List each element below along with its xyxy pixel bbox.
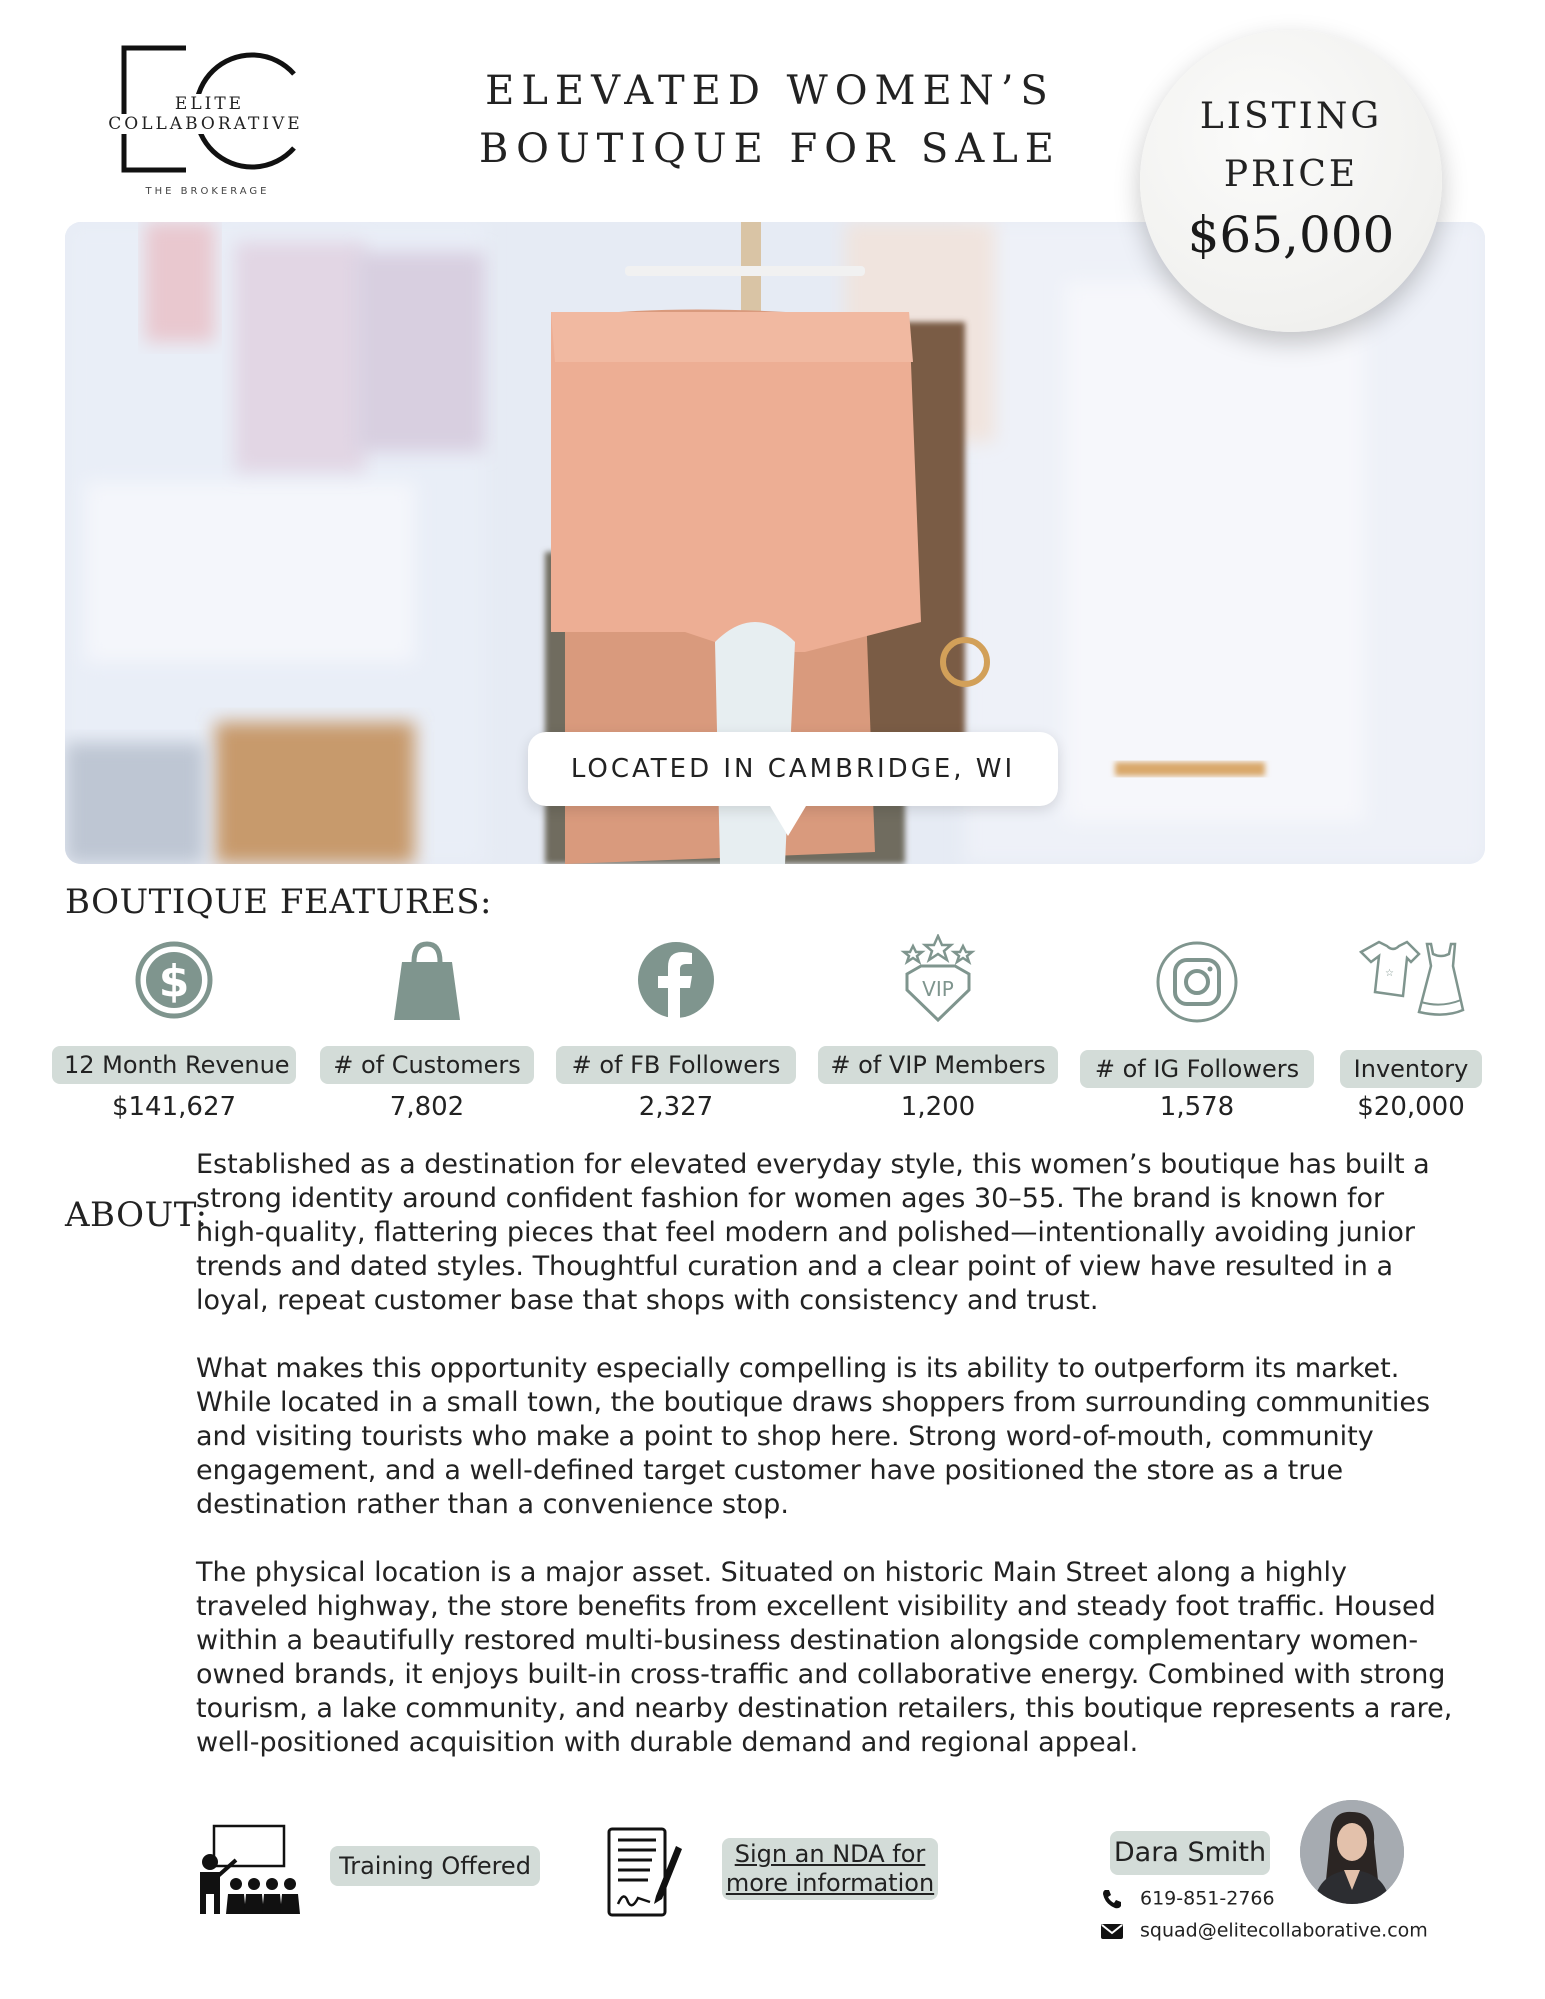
about-body xyxy=(196,1148,1456,1794)
sign-nda-link[interactable]: Sign an NDA for more information xyxy=(722,1838,938,1900)
listing-price-value: $65,000 xyxy=(1187,206,1395,264)
agent-avatar xyxy=(1300,1800,1404,1904)
location-callout: LOCATED IN CAMBRIDGE, WI xyxy=(528,732,1058,806)
about-paragraph: The physical location is a major asset. Situated on historic Main Street along a highly traveled highway, the store benefits from excellent visibility and steady foot traffic. Housed within a beautifully restored multi-business destination alongside complementary women-owned brands, it enjoys built-in cross-traffic and collaborative energy. Combined with strong tourism, a lake community, and nearby destination retailers, this boutique represents a rare, well-positioned acquisition with durable demand and regional appeal. xyxy=(196,1557,1453,1758)
facebook-icon xyxy=(636,940,716,1020)
svg-text:☆: ☆ xyxy=(1385,968,1394,979)
feature-label: # of VIP Members xyxy=(818,1046,1058,1084)
feature-label: # of FB Followers xyxy=(556,1046,796,1084)
phone-icon xyxy=(1098,1888,1126,1910)
feature-label: 12 Month Revenue xyxy=(52,1046,296,1084)
clothing-icon xyxy=(1353,936,1469,1026)
feature-label: Inventory xyxy=(1340,1050,1482,1088)
feature-label: # of Customers xyxy=(320,1046,534,1084)
email-icon xyxy=(1098,1922,1126,1940)
about-title: ABOUT: xyxy=(65,1195,208,1235)
document-signature-icon xyxy=(606,1826,682,1918)
feature-value: 1,578 xyxy=(1159,1092,1235,1122)
features-title: BOUTIQUE FEATURES: xyxy=(65,882,493,922)
vip-icon xyxy=(893,934,983,1026)
listing-price-label: LISTING PRICE xyxy=(1199,96,1383,195)
agent-phone[interactable]: 619-851-2766 xyxy=(1098,1887,1275,1910)
svg-text:$: $ xyxy=(158,956,190,1007)
feature-value: 7,802 xyxy=(389,1092,465,1122)
about-paragraph: Established as a destination for elevated everyday style, this women’s boutique has built a strong identity around confident fashion for women ages 30–55. The brand is known for high-quality, flattering pieces that feel modern and polished—intentionally avoiding junior trends and dated styles. Thoughtful curation and a clear point of view have resulted in a loyal, repeat customer base that shops with consistency and trust. xyxy=(196,1149,1430,1316)
svg-text:VIP: VIP xyxy=(922,977,954,1001)
training-offered-badge: Training Offered xyxy=(330,1846,540,1886)
shopping-bag-icon xyxy=(392,940,462,1022)
listing-price-badge xyxy=(1140,30,1442,332)
brand-tagline: THE BROKERAGE xyxy=(145,186,270,197)
feature-value: 1,200 xyxy=(900,1092,976,1122)
feature-value: $141,627 xyxy=(111,1092,237,1122)
dollar-icon xyxy=(134,940,214,1020)
agent-email[interactable]: squad@elitecollaborative.com xyxy=(1098,1919,1428,1942)
instagram-icon xyxy=(1155,940,1239,1024)
agent-name: Dara Smith xyxy=(1110,1831,1270,1875)
training-presenter-icon xyxy=(196,1824,300,1916)
feature-label: # of IG Followers xyxy=(1080,1050,1314,1088)
headline-line-2: BOUTIQUE FOR SALE xyxy=(479,126,1061,172)
brand-logo xyxy=(70,44,345,204)
about-paragraph: What makes this opportunity especially compelling is its ability to outperform its market. While located in a small town, the boutique draws shoppers from surrounding communities and visiting tourists who make a point to shop here. Strong word-of-mouth, community engagement, and a well-defined target customer have positioned the store as a true destination rather than a convenience stop. xyxy=(196,1353,1431,1520)
page-headline xyxy=(430,62,1110,178)
feature-value: $20,000 xyxy=(1357,1092,1465,1122)
feature-value: 2,327 xyxy=(638,1092,714,1122)
agent-portrait xyxy=(1300,1800,1404,1904)
headline-line-1: ELEVATED WOMEN’S xyxy=(485,68,1055,114)
brand-name: ELITE COLLABORATIVE xyxy=(70,94,345,134)
